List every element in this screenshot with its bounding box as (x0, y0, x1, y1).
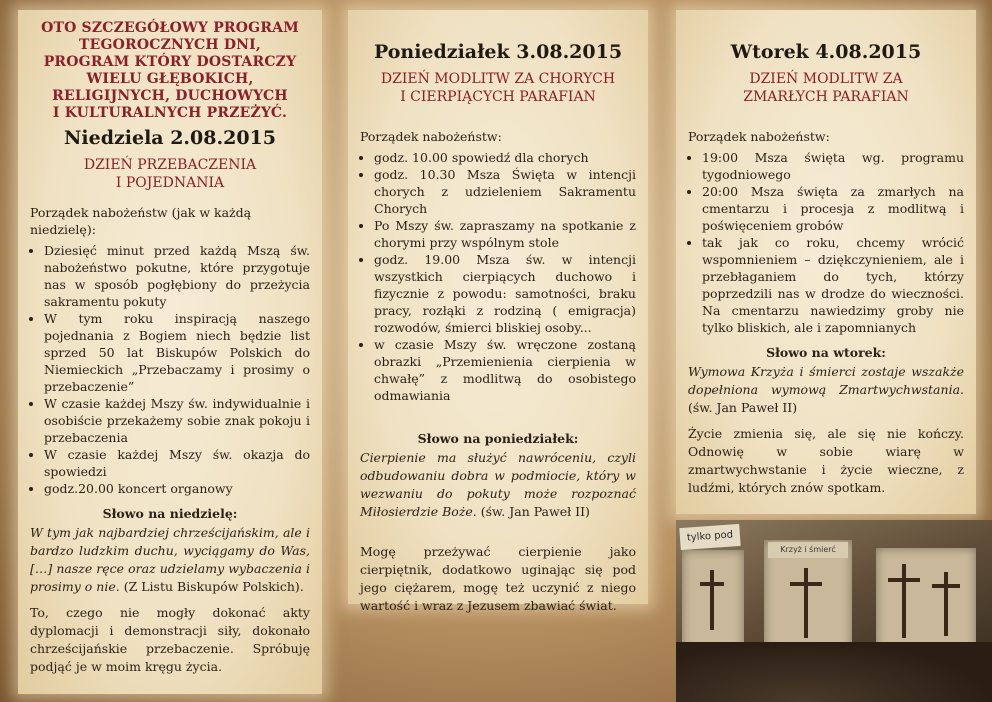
list-item: • W tym roku inspiracją naszego pojednania z Bogiem niech będzie list sprzed 50 lat Biskupów Polskich do Niemieckich „Przebaczamy i prosimy o przebaczenie” (44, 310, 310, 395)
subtitle-line: DZIEŃ MODLITW ZA (749, 71, 903, 87)
services-list (688, 149, 964, 336)
list-item: • godz.20.00 koncert organowy (44, 480, 310, 497)
day-title: Wtorek 4.08.2015 (730, 41, 922, 63)
list-item: • 19:00 Msza święta wg. programu tygodniowego (702, 149, 964, 183)
order-label: Porządek nabożeństw: (688, 129, 830, 144)
column-tuesday (676, 10, 976, 514)
intro-line: WIELU GŁĘBOKICH, (86, 71, 254, 87)
subtitle-line: I CIERPIĄCYCH PARAFIAN (400, 89, 596, 105)
cross-icon (804, 568, 808, 638)
subtitle-line: ZMARŁYCH PARAFIAN (743, 89, 909, 105)
word-title: Słowo na wtorek: (766, 345, 886, 360)
cross-icon (700, 582, 724, 586)
order-label: Porządek nabożeństw: (360, 129, 502, 144)
list-item: • godz. 19.00 Msza św. w intencji wszystkich cierpiących duchowo i fizycznie z powodu: samotności, braku pracy, rozłąki z rodziną ( emigracja) rozwodów, śmierci bliskiej osoby... (374, 251, 636, 336)
column-sunday (18, 10, 322, 694)
cross-icon (944, 572, 948, 636)
column-monday (348, 10, 648, 613)
quote (688, 363, 964, 417)
day-subtitle (360, 70, 636, 106)
cross-icon (888, 578, 920, 582)
list-item: • tak jak co roku, chcemy wrócić wspomnieniem – dziękczynieniem, ale i przebłaganiem do tych, którzy poprzedzili nas w drodze do wieczności. Na cmentarzu nawiedzimy groby nie tylko bliskich, ale i zapomnianych (702, 234, 964, 336)
day-title: Niedziela 2.08.2015 (64, 127, 276, 149)
reflection-paragraph: Życie zmienia się, ale się nie kończy. Odnowię w sobie wiarę w zmartwychwstanie i życie wieczne, z ludźmi, których znów spotkam. (688, 426, 964, 495)
subtitle-line: I POJEDNANIA (115, 175, 225, 191)
services-list (360, 149, 636, 404)
list-item: • godz. 10.00 spowiedź dla chorych (374, 149, 636, 166)
order-label: Porządek nabożeństw (jak w każdą niedzielę): (30, 205, 252, 237)
cross-icon (932, 584, 960, 588)
quote-text: Wymowa Krzyża i śmierci zostaje wszakże dopełniona wymową Zmartwychwstania. (688, 364, 964, 397)
subtitle-line: DZIEŃ PRZEBACZENIA (83, 157, 257, 173)
intro-line: PROGRAM KTÓRY DOSTARCZY (43, 54, 297, 70)
photo-sign: Krzyż i śmierć (768, 542, 848, 558)
list-item: • 20:00 Msza święta za zmarłych na cmentarzu i procesja z modlitwą i poświęceniem grobów (702, 183, 964, 234)
list-item: • w czasie Mszy św. wręczone zostaną obrazki „Przemienienia cierpienia w chwałę” z modlitwą do osobistego odmawiania (374, 336, 636, 404)
reflection-paragraph: To, czego nie mogły dokonać akty dyplomacji i demonstracji siły, dokonało chrześcijańskie przebaczenie. Spróbuję podjąć je w moim kręgu życia. (30, 605, 310, 674)
quote-text: W tym jak najbardziej chrześcijańskim, ale i bardzo ludzkim duchu, wyciągamy do Was, […] nasze ręce oraz udzielamy wybaczenia i prosimy o nie. (30, 525, 310, 594)
day-title: Poniedziałek 3.08.2015 (373, 41, 623, 63)
subtitle-line: DZIEŃ MODLITW ZA CHORYCH (380, 71, 616, 87)
list-item: • Dziesięć minut przed każdą Mszą św. nabożeństwo pokutne, które przygotuje nas w sposób pogłębiony do przeżycia sakramentu pokuty (44, 242, 310, 310)
cross-icon (902, 564, 906, 638)
cross-icon (790, 582, 822, 586)
reflection-paragraph: Mogę przeżywać cierpienie jako cierpiętnik, dodatkowo uginając się pod jego ciężarem, mogę też uczynić z niego wartość i wraz z Jezusem zbawiać świat. (360, 544, 636, 613)
quote-source: (Z Listu Biskupów Polskich). (119, 579, 304, 594)
quote (360, 449, 636, 521)
quote-source: (św. Jan Paweł II) (476, 504, 590, 519)
services-list (30, 242, 310, 497)
quote (30, 524, 310, 596)
word-title: Słowo na poniedziałek: (417, 431, 579, 446)
photo-foreground (676, 642, 992, 702)
quote-source: (św. Jan Paweł II) (688, 400, 798, 415)
day-subtitle (688, 70, 964, 106)
day-subtitle (30, 156, 310, 192)
photo-sign: tylko pod (679, 524, 740, 550)
intro-line: I KULTURALNYCH PRZEŻYĆ. (52, 105, 288, 121)
list-item: • W czasie każdej Mszy św. okazja do spowiedzi (44, 446, 310, 480)
intro-heading (30, 20, 310, 122)
quote-text: Cierpienie ma służyć nawróceniu, czyli odbudowaniu dobra w podmiocie, który w wezwaniu do pokuty może rozpoznać Miłosierdzie Boże. (360, 450, 636, 519)
list-item: • godz. 10.30 Msza Święta w intencji chorych z udzieleniem Sakramentu Chorych (374, 166, 636, 217)
intro-line: RELIGIJNYCH, DUCHOWYCH (52, 88, 288, 104)
intro-line: TEGOROCZNYCH DNI, (79, 37, 261, 53)
word-title: Słowo na niedzielę: (102, 506, 238, 521)
intro-line: OTO SZCZEGÓŁOWY PROGRAM (41, 20, 299, 36)
list-item: • W czasie każdej Mszy św. indywidualnie i osobiście przekażemy sobie znak pokoju i przebaczenia (44, 395, 310, 446)
crosses-photo (676, 520, 992, 702)
list-item: • Po Mszy św. zapraszamy na spotkanie z chorymi przy wspólnym stole (374, 217, 636, 251)
cross-icon (710, 570, 714, 630)
